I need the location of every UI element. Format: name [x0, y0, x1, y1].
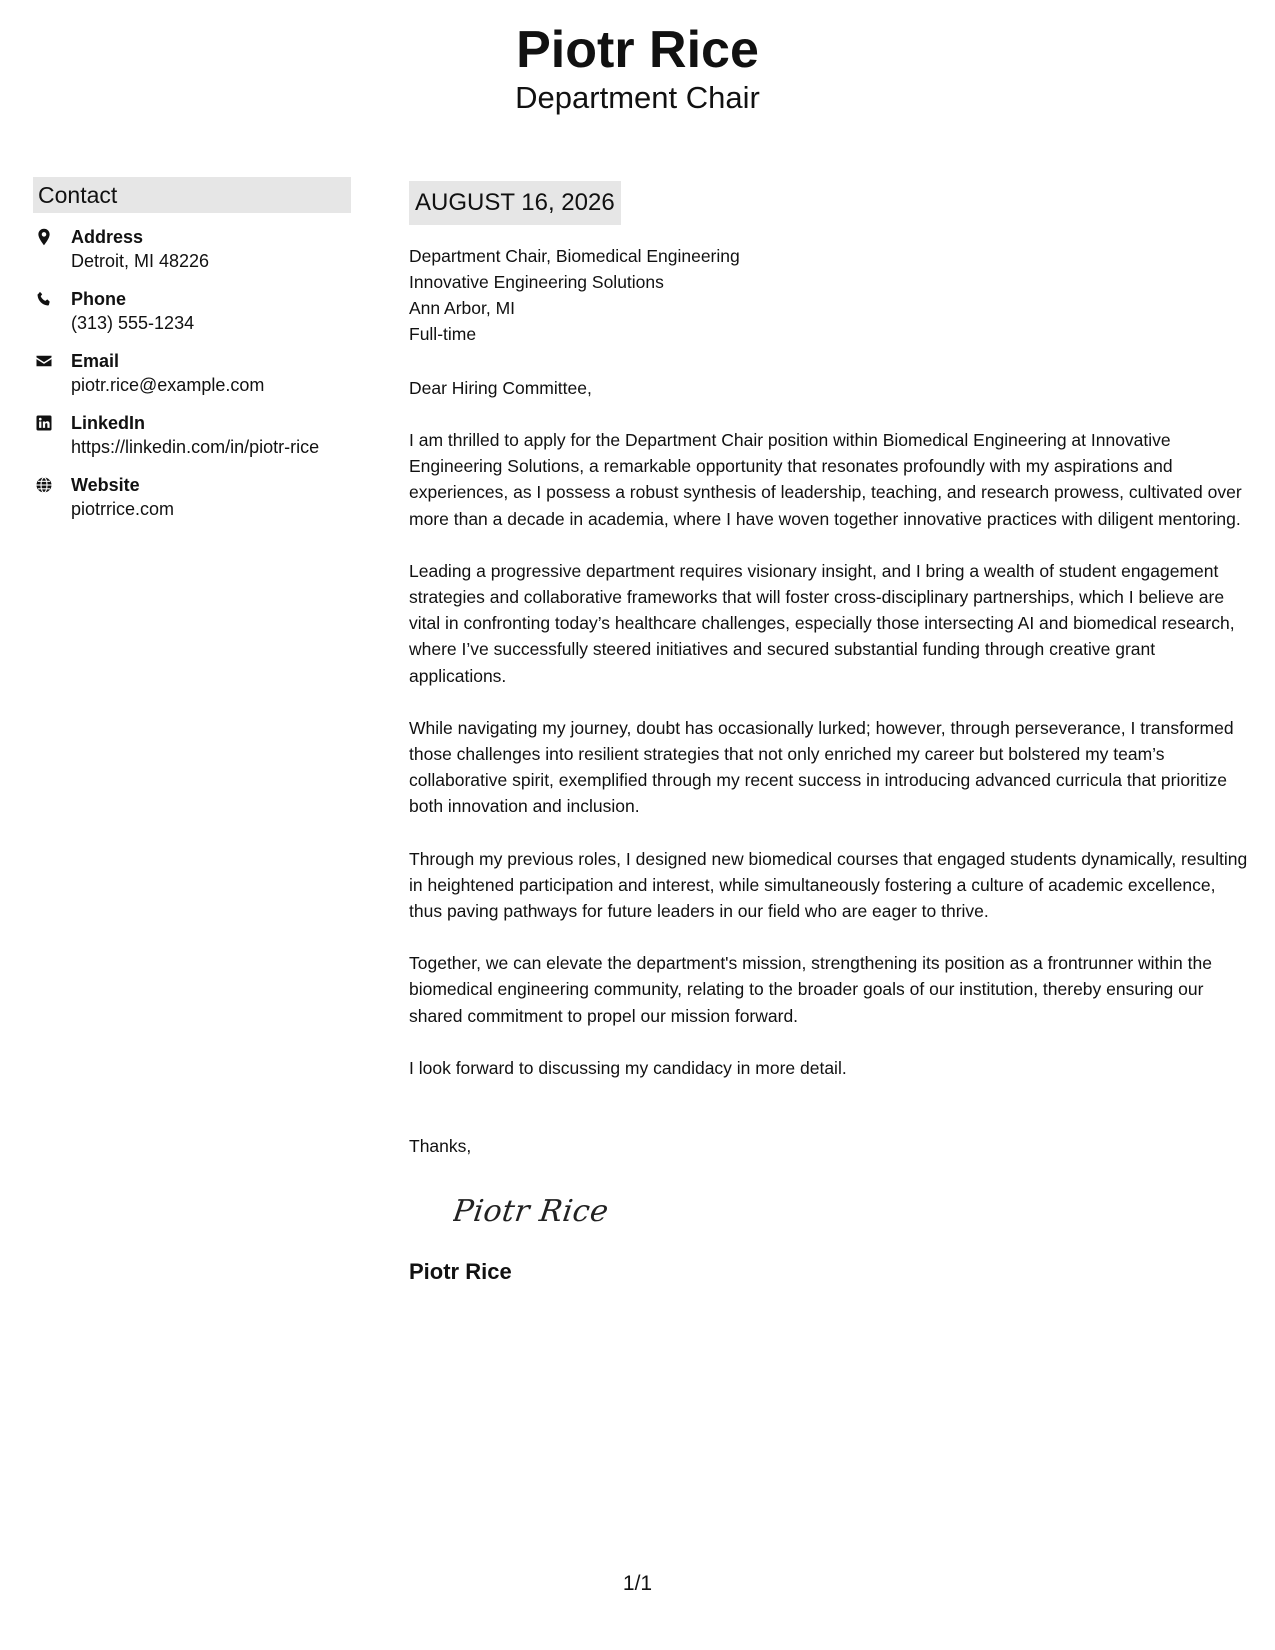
body-paragraph: Leading a progressive department requires visionary insight, and I bring a wealth of student engagement strategies and collaborative frameworks that will foster cross-disciplinary partnerships, which I believe are vital in confronting today’s healthcare challenges, especially those intersecting AI and biomedical research, where I’ve successfully steered initiatives and secured substantial funding through creative grant applications. — [409, 560, 1235, 686]
body-paragraph: I am thrilled to apply for the Department Chair position within Biomedical Engineering at Innovative Engineering Solutions, a remarkable opportunity that resonates profoundly with my aspirations and experiences, as I possess a robust synthesis of leadership, teaching, and research prowess, cultivated over more than a decade in academia, where I have woven together innovative practices with diligent mentoring. — [409, 430, 1242, 529]
contact-item-linkedin — [33, 411, 351, 459]
contact-label: Phone — [71, 289, 127, 309]
contact-value: Detroit, MI 48226 — [71, 251, 210, 271]
contact-value: (313) 555-1234 — [71, 313, 195, 333]
recipient-line: Full-time — [409, 324, 477, 344]
contact-item-address — [33, 225, 351, 273]
envelope-icon — [35, 352, 53, 370]
salutation: Dear Hiring Committee, — [409, 378, 592, 398]
contact-sidebar — [33, 177, 351, 535]
recipient-line: Department Chair, Biomedical Engineering — [409, 246, 740, 266]
contact-label: Email — [71, 351, 120, 371]
linkedin-icon — [35, 414, 53, 432]
contact-value: https://linkedin.com/in/piotr-rice — [71, 437, 320, 457]
map-pin-icon — [35, 228, 53, 246]
applicant-name: Piotr Rice — [516, 21, 759, 79]
contact-label: LinkedIn — [71, 413, 146, 433]
recipient-block — [409, 243, 1249, 347]
contact-section-title: Contact — [33, 177, 351, 213]
letter-date: AUGUST 16, 2026 — [409, 181, 621, 225]
contact-label: Website — [71, 475, 140, 495]
body-paragraph: While navigating my journey, doubt has occasionally lurked; however, through perseverance, I transformed those challenges into resilient strategies that not only enriched my career but bolstered my team’s collaborative spirit, exemplified through my recent success in introducing advanced curricula that prioritize both innovation and inclusion. — [409, 717, 1234, 817]
signature-text: Piotr Rice — [453, 1194, 611, 1230]
body-paragraph: Through my previous roles, I designed new biomedical courses that engaged students dynamically, resulting in heightened participation and interest, while simultaneously fostering a culture of academic excellence, thus paving pathways for future leaders in our field who are eager to thrive. — [409, 848, 1248, 922]
applicant-title: Department Chair — [515, 80, 760, 115]
contact-item-phone — [33, 287, 351, 335]
signer-name: Piotr Rice — [409, 1259, 512, 1285]
page-number: 1/1 — [622, 1572, 653, 1595]
closing: Thanks, — [409, 1136, 472, 1157]
contact-value: piotrrice.com — [71, 499, 175, 519]
recipient-line: Innovative Engineering Solutions — [409, 272, 664, 292]
body-paragraph: Together, we can elevate the department's mission, strengthening its position as a frontrunner within the biomedical engineering community, relating to the broader goals of our institution, thereby ensuring our shared commitment to propel our mission forward. — [409, 953, 1212, 1026]
contact-item-website — [33, 473, 351, 521]
contact-item-email — [33, 349, 351, 397]
contact-label: Address — [71, 227, 144, 247]
header — [0, 20, 1275, 116]
body-paragraph: I look forward to discussing my candidacy in more detail. — [409, 1057, 847, 1078]
phone-icon — [35, 290, 53, 308]
recipient-line: Ann Arbor, MI — [409, 298, 516, 318]
globe-icon — [35, 476, 53, 494]
letter-body — [409, 181, 1249, 1286]
signature-image — [453, 1183, 633, 1239]
contact-value: piotr.rice@example.com — [71, 375, 265, 395]
